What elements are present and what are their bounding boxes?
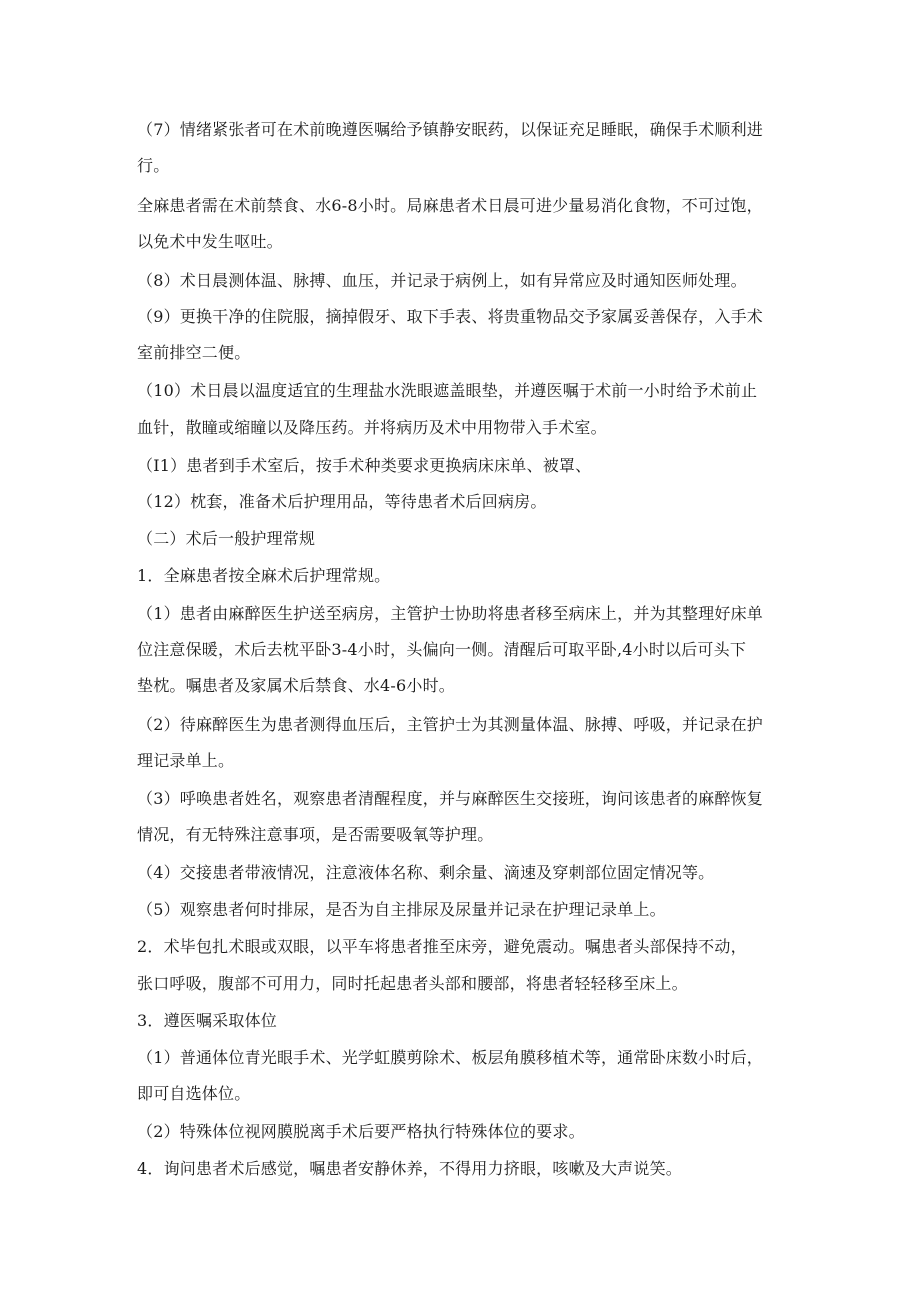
text-line: 全麻患者需在术前禁食、水6-8小时。局麻患者术日晨可进少量易消化食物，不可过饱， — [137, 196, 763, 215]
text-line: （5）观察患者何时排尿，是否为自主排尿及尿量并记录在护理记录单上。 — [137, 900, 666, 919]
text-line: （2）待麻醉医生为患者测得血压后，主管护士为其测量体温、脉搏、呼吸，并记录在护 — [137, 715, 763, 734]
text-line: （1）患者由麻醉医生护送至病房，主管护士协助将患者移至病床上，并为其整理好床单 — [137, 604, 763, 623]
text-line: 4．询问患者术后感觉，嘱患者安静休养，不得用力挤眼，咳嗽及大声说笑。 — [137, 1159, 682, 1178]
text-line: （7）情绪紧张者可在术前晚遵医嘱给予镇静安眠药，以保证充足睡眠，确保手术顺利进 — [137, 120, 763, 139]
text-line: 3．遵医嘱采取体位 — [137, 1011, 277, 1030]
text-line: 垫枕。嘱患者及家属术后禁食、水4-6小时。 — [137, 676, 455, 695]
text-line: （3）呼唤患者姓名，观察患者清醒程度，并与麻醉医生交接班，询问该患者的麻醉恢复 — [137, 789, 763, 808]
text-line: 血针，散瞳或缩瞳以及降压药。并将病历及术中用物带入手术室。 — [137, 418, 607, 437]
text-line: 2．术毕包扎术眼或双眼，以平车将患者推至床旁，避免震动。嘱患者头部保持不动， — [137, 937, 747, 956]
text-line: 即可自选体位。 — [137, 1084, 251, 1103]
text-line: 行。 — [137, 156, 170, 175]
text-line: 理记录单上。 — [137, 751, 235, 770]
section-heading: （二）术后一般护理常规 — [137, 529, 316, 548]
text-line: 室前排空二便。 — [137, 343, 251, 362]
text-line: 位注意保暖，术后去枕平卧3-4小时，头偏向一侧。清醒后可取平卧,4小时以后可头下 — [137, 640, 747, 659]
text-line: （1）普通体位青光眼手术、光学虹膜剪除术、板层角膜移植术等，通常卧床数小时后， — [137, 1048, 763, 1067]
text-line: （8）术日晨测体温、脉搏、血压，并记录于病例上，如有异常应及时通知医师处理。 — [137, 271, 747, 290]
text-line: （12）枕套，准备术后护理用品，等待患者术后回病房。 — [137, 492, 547, 511]
text-line: （2）特殊体位视网膜脱离手术后要严格执行特殊体位的要求。 — [137, 1122, 585, 1141]
text-line: （4）交接患者带液情况，注意液体名称、剩余量、滴速及穿刺部位固定情况等。 — [137, 863, 715, 882]
text-line: （I1）患者到手术室后，按手术种类要求更换病床床单、被罩、 — [137, 456, 592, 475]
text-line: （9）更换干净的住院服，摘掉假牙、取下手表、将贵重物品交予家属妥善保存，入手术 — [137, 307, 763, 326]
text-line: 1．全麻患者按全麻术后护理常规。 — [137, 566, 391, 585]
text-line: 以免术中发生呕吐。 — [137, 232, 283, 251]
text-line: 情况，有无特殊注意事项，是否需要吸氧等护理。 — [137, 825, 494, 844]
text-line: （10）术日晨以温度适宜的生理盐水洗眼遮盖眼垫，并遵医嘱于术前一小时给予术前止 — [137, 381, 758, 400]
text-line: 张口呼吸，腹部不可用力，同时托起患者头部和腰部，将患者轻轻移至床上。 — [137, 974, 688, 993]
